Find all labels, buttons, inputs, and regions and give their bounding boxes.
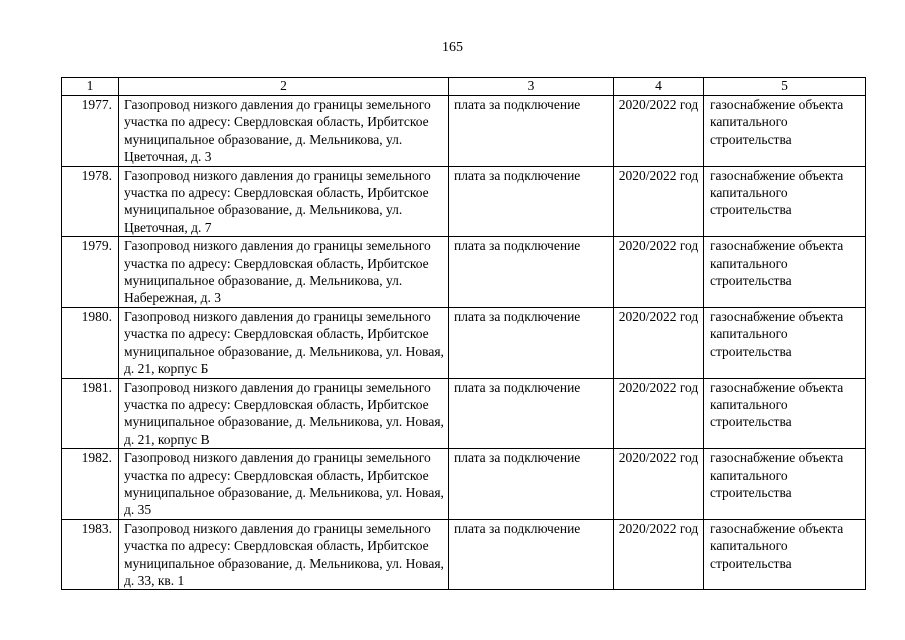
period: 2020/2022 год <box>614 449 704 520</box>
row-number: 1978. <box>62 166 119 237</box>
header-col-5: 5 <box>704 78 866 96</box>
page-number: 165 <box>442 40 463 55</box>
object-description: Газопровод низкого давления до границы земельного участка по адресу: Свердловская область, Ирбитское муниципальное образование, д. Мельникова, ул. Новая, д. 33, кв. 1 <box>119 519 449 590</box>
period: 2020/2022 год <box>614 166 704 237</box>
table-row <box>62 96 866 167</box>
purpose: газоснабжение объекта капитального строительства <box>704 307 866 378</box>
header-col-1: 1 <box>62 78 119 96</box>
row-number: 1977. <box>62 96 119 167</box>
table-row <box>62 307 866 378</box>
table-row <box>62 378 866 449</box>
purpose: газоснабжение объекта капитального строительства <box>704 449 866 520</box>
table-row <box>62 519 866 590</box>
object-description: Газопровод низкого давления до границы земельного участка по адресу: Свердловская область, Ирбитское муниципальное образование, д. Мельникова, ул. Новая, д. 21, корпус Б <box>119 307 449 378</box>
table-header <box>62 78 866 96</box>
purpose: газоснабжение объекта капитального строительства <box>704 378 866 449</box>
object-description: Газопровод низкого давления до границы земельного участка по адресу: Свердловская область, Ирбитское муниципальное образование, д. Мельникова, ул. Набережная, д. 3 <box>119 237 449 308</box>
purpose: газоснабжение объекта капитального строительства <box>704 237 866 308</box>
object-description: Газопровод низкого давления до границы земельного участка по адресу: Свердловская область, Ирбитское муниципальное образование, д. Мельникова, ул. Новая, д. 21, корпус В <box>119 378 449 449</box>
header-row <box>62 78 866 96</box>
object-description: Газопровод низкого давления до границы земельного участка по адресу: Свердловская область, Ирбитское муниципальное образование, д. Мельникова, ул. Цветочная, д. 7 <box>119 166 449 237</box>
purpose: газоснабжение объекта капитального строительства <box>704 166 866 237</box>
row-number: 1980. <box>62 307 119 378</box>
purpose: газоснабжение объекта капитального строительства <box>704 96 866 167</box>
fee-type: плата за подключение <box>449 449 614 520</box>
row-number: 1979. <box>62 237 119 308</box>
row-number: 1981. <box>62 378 119 449</box>
period: 2020/2022 год <box>614 378 704 449</box>
object-description: Газопровод низкого давления до границы земельного участка по адресу: Свердловская область, Ирбитское муниципальное образование, д. Мельникова, ул. Новая, д. 35 <box>119 449 449 520</box>
fee-type: плата за подключение <box>449 307 614 378</box>
fee-type: плата за подключение <box>449 96 614 167</box>
fee-type: плата за подключение <box>449 519 614 590</box>
period: 2020/2022 год <box>614 519 704 590</box>
period: 2020/2022 год <box>614 237 704 308</box>
fee-type: плата за подключение <box>449 378 614 449</box>
fee-type: плата за подключение <box>449 237 614 308</box>
header-col-3: 3 <box>449 78 614 96</box>
row-number: 1983. <box>62 519 119 590</box>
table-row <box>62 237 866 308</box>
fee-type: плата за подключение <box>449 166 614 237</box>
period: 2020/2022 год <box>614 307 704 378</box>
table-body <box>62 96 866 590</box>
table-row <box>62 449 866 520</box>
row-number: 1982. <box>62 449 119 520</box>
purpose: газоснабжение объекта капитального строительства <box>704 519 866 590</box>
period: 2020/2022 год <box>614 96 704 167</box>
table-row <box>62 166 866 237</box>
registry-table <box>61 77 866 590</box>
header-col-4: 4 <box>614 78 704 96</box>
object-description: Газопровод низкого давления до границы земельного участка по адресу: Свердловская область, Ирбитское муниципальное образование, д. Мельникова, ул. Цветочная, д. 3 <box>119 96 449 167</box>
header-col-2: 2 <box>119 78 449 96</box>
